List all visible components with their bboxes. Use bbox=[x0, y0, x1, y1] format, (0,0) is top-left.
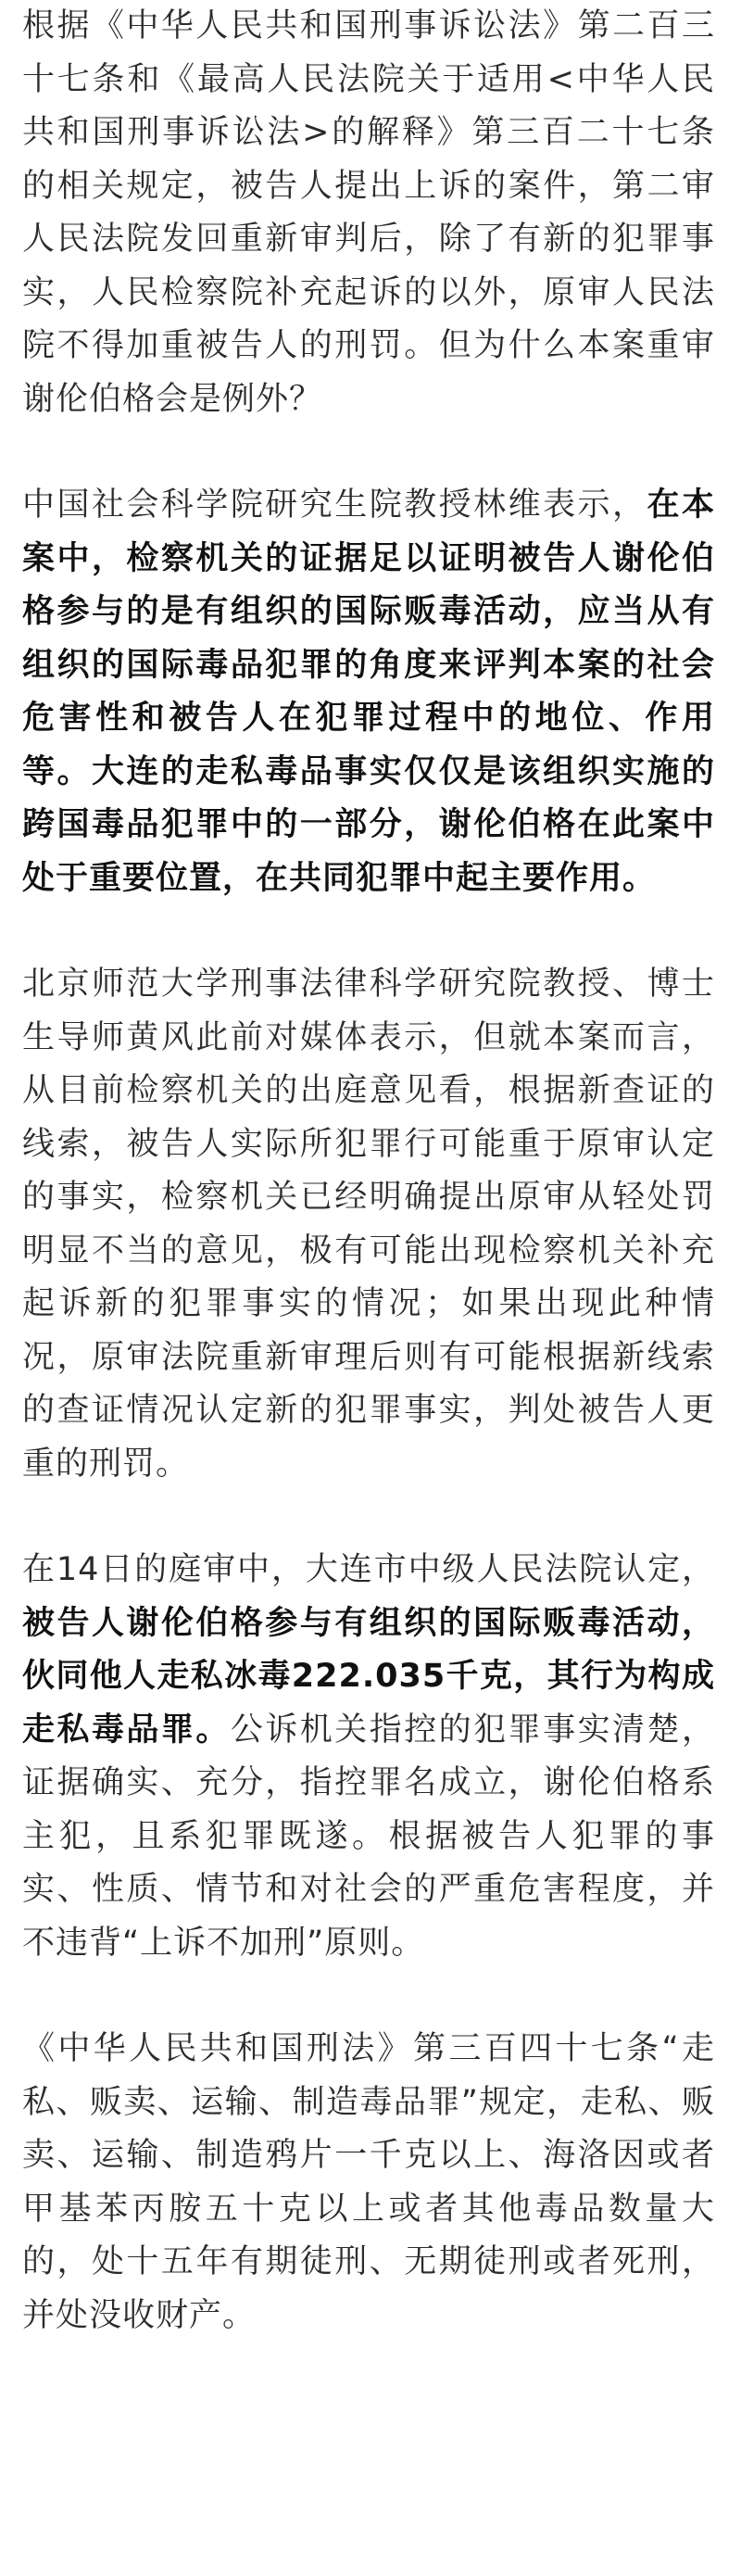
paragraph-text: 根据《中华人民共和国刑事诉讼法》第二百三十七条和《最高人民法院关于适用<中华人民共和国刑事诉讼法>的解释》第三百二十七条的相关规定，被告人提出上诉的案件，第二审人民法院发回重新审判后，除了有新的犯罪事实，人民检察院补充起诉的以外，原审人民法院不得加重被告人的刑罚。但为什么本案重审谢伦伯格会是例外？ bbox=[22, 7, 715, 418]
paragraph-huang-feng bbox=[22, 958, 715, 1491]
paragraph-lin-wei bbox=[22, 479, 715, 905]
paragraph-text: 北京师范大学刑事法律科学研究院教授、博士生导师黄风此前对媒体表示，但就本案而言，从目前检察机关的出庭意见看，根据新查证的线索，被告人实际所犯罪行可能重于原审认定的事实，检察机关已经明确提出原审从轻处罚明显不当的意见，极有可能出现检察机关补充起诉新的犯罪事实的情况；如果出现此种情况，原审法院重新审理后则有可能根据新线索的查证情况认定新的犯罪事实，判处被告人更重的刑罚。 bbox=[22, 966, 715, 1483]
paragraph-text: 中国社会科学院研究生院教授林维表示， bbox=[22, 486, 647, 524]
paragraph-criminal-law bbox=[22, 2023, 715, 2342]
paragraph-text: 在14日的庭审中，大连市中级人民法院认定， bbox=[22, 1551, 715, 1588]
paragraph-court-ruling bbox=[22, 1544, 715, 1970]
paragraph-bold-text: 在本案中，检察机关的证据足以证明被告人谢伦伯格参与的是有组织的国际贩毒活动，应当从有组织的国际毒品犯罪的角度来评判本案的社会危害性和被告人在犯罪过程中的地位、作用等。大连的走私毒品事实仅仅是该组织实施的跨国毒品犯罪中的一部分，谢伦伯格在此案中处于重要位置，在共同犯罪中起主要作用。 bbox=[22, 486, 715, 897]
paragraph-text: 《中华人民共和国刑法》第三百四十七条“走私、贩卖、运输、制造毒品罪”规定，走私、贩卖、运输、制造鸦片一千克以上、海洛因或者甲基苯丙胺五十克以上或者其他毒品数量大的，处十五年有期徒刑、无期徒刑或者死刑，并处没收财产。 bbox=[22, 2030, 715, 2334]
paragraph-appeal-rule bbox=[22, 0, 715, 426]
paragraph-bold-text: 被告人谢伦伯格参与有组织的国际贩毒活动，伙同他人走私冰毒222.035千克，其行为构成走私毒品罪。 bbox=[22, 1604, 715, 1749]
paragraph-text: 公诉机关指控的犯罪事实清楚，证据确实、充分，指控罪名成立，谢伦伯格系主犯，且系犯罪既遂。根据被告人犯罪的事实、性质、情节和对社会的严重危害程度，并不违背“上诉不加刑”原则。 bbox=[22, 1711, 715, 1962]
